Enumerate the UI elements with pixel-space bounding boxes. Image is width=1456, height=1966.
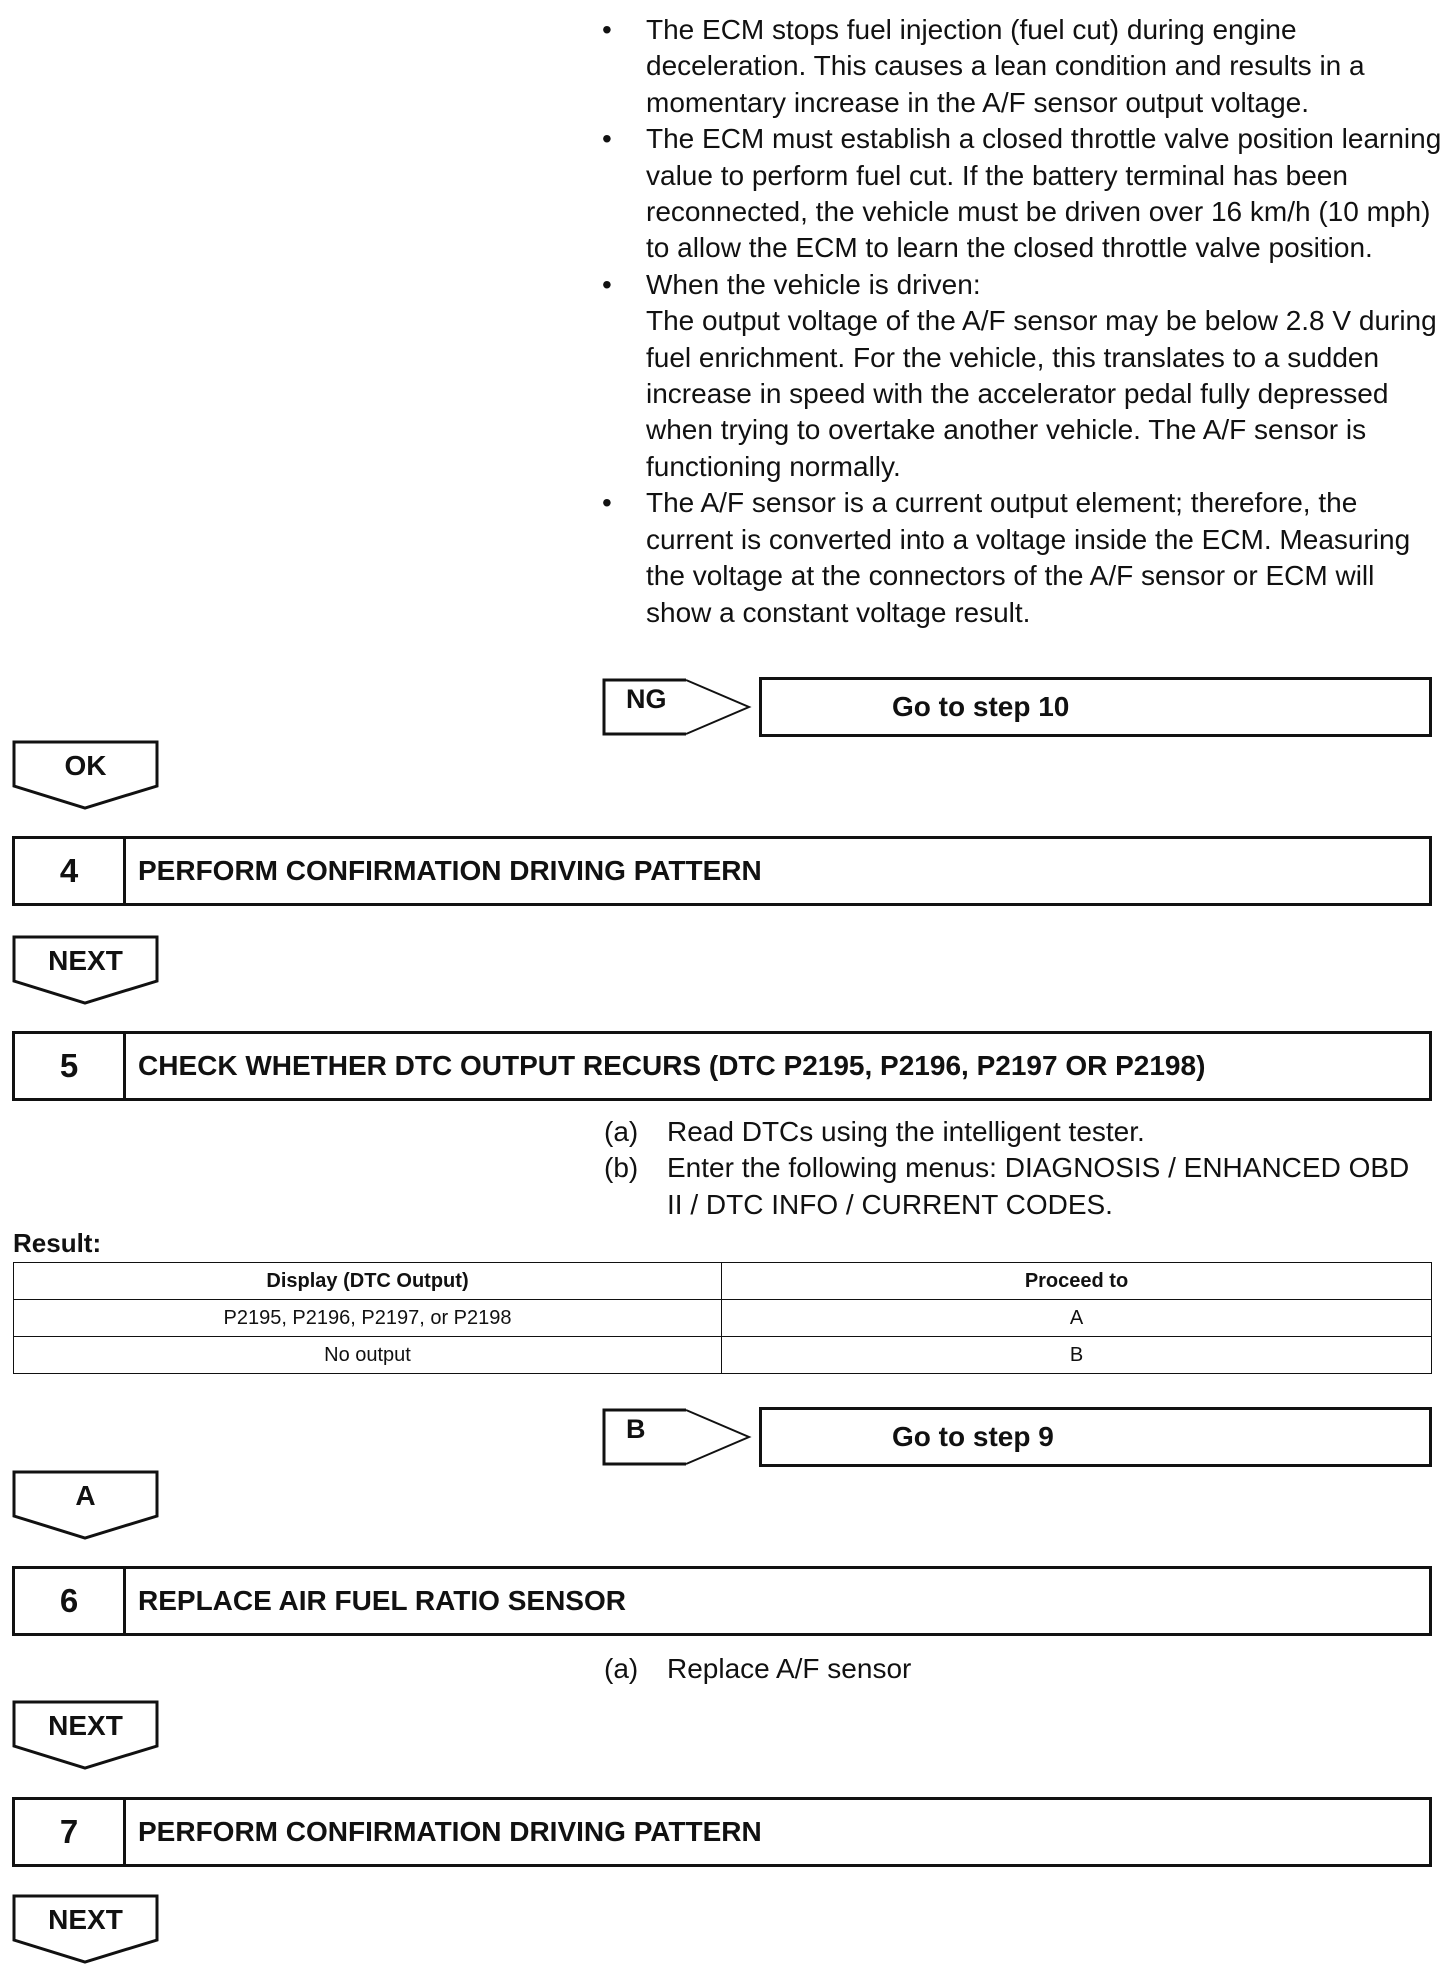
- goto-step-9-box[interactable]: [759, 1407, 1432, 1467]
- note-text: When the vehicle is driven:: [646, 268, 981, 300]
- table-row: [14, 1337, 1432, 1374]
- step-number: 5: [15, 1034, 126, 1098]
- step-number: 4: [15, 839, 126, 903]
- next-flow-tag: [12, 935, 159, 1007]
- step-title: PERFORM CONFIRMATION DRIVING PATTERN: [138, 855, 762, 886]
- result-heading: Result:: [13, 1228, 102, 1258]
- next-flow-tag: [12, 1894, 159, 1966]
- note-text: The ECM must establish a closed throttle valve position learning value to perform fuel cut. If the battery terminal has been reconnected, the vehicle must be driven over 16 km/h (10 mph) to allow the ECM to learn the closed throttle valve position.: [646, 123, 1442, 264]
- substep-text: Read DTCs using the intelligent tester.: [667, 1116, 1145, 1147]
- table-cell: No output: [14, 1337, 722, 1374]
- column-header: Display (DTC Output): [14, 1263, 722, 1300]
- goto-step-10-box[interactable]: [759, 677, 1432, 737]
- table-row: [14, 1300, 1432, 1337]
- b-label: B: [626, 1414, 646, 1444]
- note-text: The A/F sensor is a current output element; therefore, the current is converted into a voltage inside the ECM. Measuring the voltage at the connectors of the A/F sensor or ECM will show a constant voltage result.: [646, 487, 1411, 628]
- substep: [604, 1150, 1424, 1223]
- a-flow-tag: [12, 1470, 159, 1542]
- ok-flow-tag: [12, 740, 159, 812]
- substep: [604, 1114, 1424, 1150]
- table-header-row: [14, 1263, 1432, 1300]
- step-5-box: [12, 1031, 1432, 1101]
- result-table: [13, 1262, 1432, 1374]
- step-6-box: [12, 1566, 1432, 1636]
- goto-step-9-label: Go to step 9: [892, 1421, 1054, 1452]
- step-number: 6: [15, 1569, 126, 1633]
- column-header: Proceed to: [722, 1263, 1432, 1300]
- step-4-box: [12, 836, 1432, 906]
- step-title: PERFORM CONFIRMATION DRIVING PATTERN: [138, 1816, 762, 1847]
- ng-branch-tag: [602, 678, 754, 736]
- table-cell: B: [722, 1337, 1432, 1374]
- substep: [604, 1651, 1424, 1687]
- step-title: CHECK WHETHER DTC OUTPUT RECURS (DTC P2195, P2196, P2197 OR P2198): [138, 1050, 1206, 1081]
- step-number: 7: [15, 1800, 126, 1864]
- substep-text: Enter the following menus: DIAGNOSIS / ENHANCED OBD II / DTC INFO / CURRENT CODES.: [667, 1152, 1410, 1220]
- table-cell: P2195, P2196, P2197, or P2198: [14, 1300, 722, 1337]
- step-6-substeps: [604, 1651, 1424, 1687]
- substep-label: (b): [604, 1152, 639, 1184]
- note-item: [602, 485, 1442, 631]
- arrow-tag-icon: [602, 1408, 754, 1466]
- substep-text: Replace A/F sensor: [667, 1653, 912, 1684]
- ok-label: OK: [64, 750, 107, 781]
- note-subtext: The output voltage of the A/F sensor may be below 2.8 V during fuel enrichment. For the vehicle, this translates to a sudden increase in speed with the accelerator pedal fully depressed when trying to overtake another vehicle. The A/F sensor is functioning normally.: [646, 305, 1437, 482]
- step-7-box: [12, 1797, 1432, 1867]
- ng-label: NG: [626, 684, 667, 714]
- note-item: [602, 121, 1442, 267]
- step-title: REPLACE AIR FUEL RATIO SENSOR: [138, 1585, 626, 1616]
- next-label: NEXT: [48, 1710, 123, 1741]
- note-item: [602, 12, 1442, 121]
- next-label: NEXT: [48, 1904, 123, 1935]
- substep-label: (a): [604, 1653, 639, 1684]
- next-label: NEXT: [48, 945, 123, 976]
- b-branch-tag: [602, 1408, 754, 1466]
- note-item: [602, 267, 1442, 485]
- goto-step-10-label: Go to step 10: [892, 691, 1070, 722]
- substep-label: (a): [604, 1116, 639, 1147]
- note-text: The ECM stops fuel injection (fuel cut) during engine deceleration. This causes a lean condition and results in a momentary increase in the A/F sensor output voltage.: [646, 14, 1365, 118]
- table-cell: A: [722, 1300, 1432, 1337]
- next-flow-tag: [12, 1700, 159, 1772]
- notes-list: [602, 12, 1442, 631]
- arrow-tag-icon: [602, 678, 754, 736]
- a-label: A: [75, 1480, 96, 1511]
- step-5-substeps: [604, 1114, 1424, 1223]
